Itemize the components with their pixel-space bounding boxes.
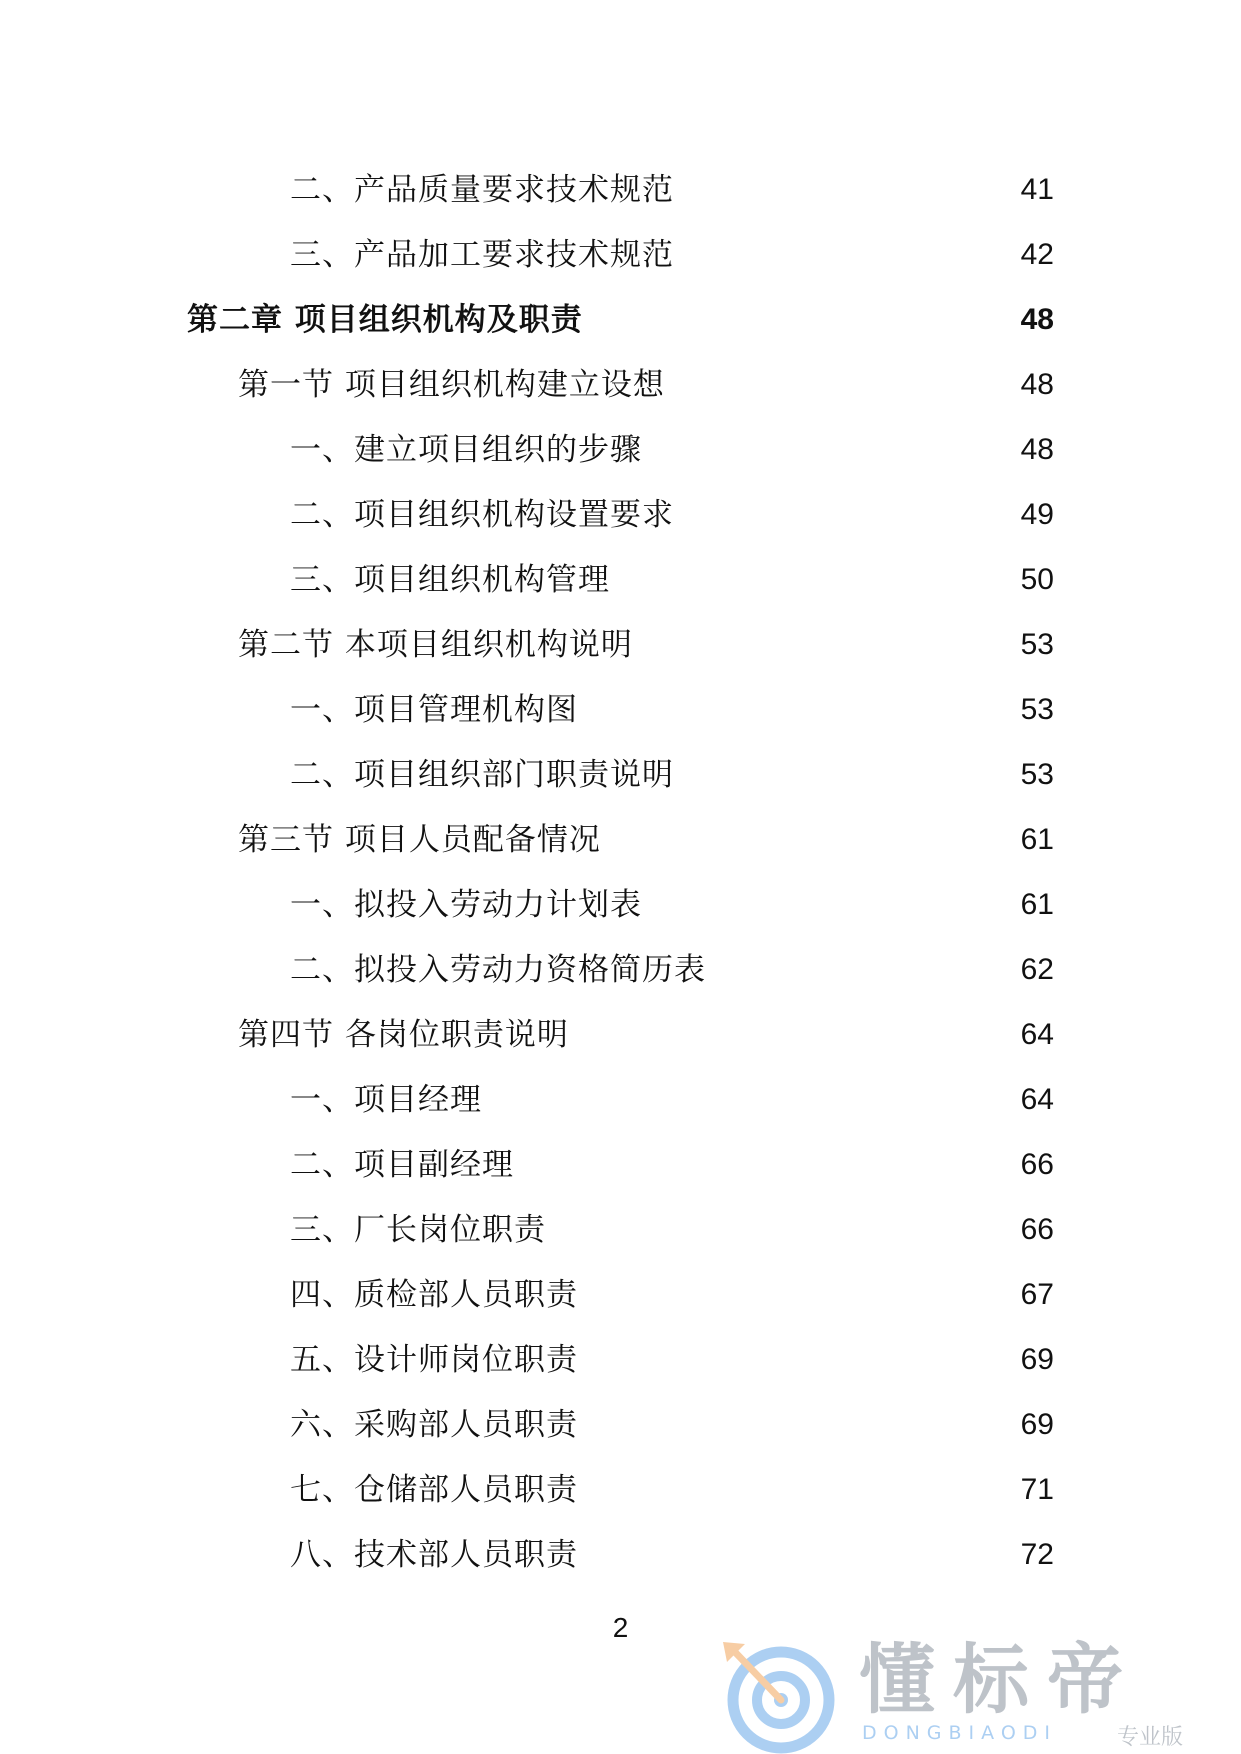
toc-entry[interactable] [0, 1269, 1241, 1321]
watermark-brand: 懂标帝 [859, 1635, 1141, 1724]
watermark [719, 1636, 1219, 1754]
toc-entry-page: 62 [1020, 953, 1054, 986]
toc-entry[interactable] [0, 684, 1241, 736]
toc-entry-title: 二、项目组织部门职责说明 [290, 757, 674, 793]
toc-entry-page: 61 [1020, 823, 1054, 856]
toc-entry-page: 72 [1020, 1538, 1054, 1571]
toc-entry-page: 64 [1020, 1018, 1054, 1051]
toc-entry-title: 八、技术部人员职责 [290, 1537, 578, 1573]
toc-entry[interactable] [0, 489, 1241, 541]
toc-entry-title: 七、仓储部人员职责 [290, 1472, 578, 1508]
toc-entry-page: 53 [1020, 628, 1054, 661]
toc-entry-page: 48 [1020, 433, 1054, 466]
toc-entry-page: 53 [1020, 758, 1054, 791]
toc-chapter-entry[interactable] [0, 294, 1241, 346]
toc-entry[interactable] [0, 1399, 1241, 1451]
toc-entry-page: 42 [1020, 238, 1054, 271]
toc-entry-page: 66 [1020, 1148, 1054, 1181]
toc-entry-title: 五、设计师岗位职责 [290, 1342, 578, 1378]
toc-entry-title: 一、拟投入劳动力计划表 [290, 887, 642, 923]
toc-entry[interactable] [0, 1074, 1241, 1126]
toc-entry-title: 二、项目组织机构设置要求 [290, 497, 674, 533]
toc-section-entry[interactable] [0, 359, 1241, 411]
toc-entry-title: 第一节 项目组织机构建立设想 [238, 367, 665, 403]
toc-entry-title: 三、项目组织机构管理 [290, 562, 610, 598]
toc-entry-page: 66 [1020, 1213, 1054, 1246]
toc-entry-page: 71 [1020, 1473, 1054, 1506]
toc-entry-title: 第三节 项目人员配备情况 [238, 822, 601, 858]
toc-entry-title: 六、采购部人员职责 [290, 1407, 578, 1443]
toc-entry-title: 一、建立项目组织的步骤 [290, 432, 642, 468]
toc-entry-title: 第四节 各岗位职责说明 [238, 1017, 569, 1053]
toc-entry-page: 64 [1020, 1083, 1054, 1116]
toc-entry-page: 48 [1020, 303, 1054, 336]
toc-entry-title: 一、项目管理机构图 [290, 692, 578, 728]
toc-entry[interactable] [0, 554, 1241, 606]
target-arrow-icon [719, 1636, 839, 1754]
toc-entry[interactable] [0, 164, 1241, 216]
toc-entry[interactable] [0, 1529, 1241, 1581]
toc-entry[interactable] [0, 1204, 1241, 1256]
toc-entry-page: 67 [1020, 1278, 1054, 1311]
watermark-subtitle: DONGBIAODI [862, 1722, 1058, 1744]
toc-entry-title: 二、拟投入劳动力资格简历表 [290, 952, 706, 988]
toc-entry-title: 二、项目副经理 [290, 1147, 514, 1183]
toc-entry-page: 48 [1020, 368, 1054, 401]
toc-entry-title: 第二节 本项目组织机构说明 [238, 627, 633, 663]
toc-entry[interactable] [0, 1334, 1241, 1386]
toc-entry[interactable] [0, 424, 1241, 476]
toc-entry[interactable] [0, 749, 1241, 801]
toc-entry-page: 61 [1020, 888, 1054, 921]
toc-entry-title: 二、产品质量要求技术规范 [290, 172, 674, 208]
toc-entry-page: 50 [1020, 563, 1054, 596]
toc-entry-page: 53 [1020, 693, 1054, 726]
toc-section-entry[interactable] [0, 1009, 1241, 1061]
toc-entry[interactable] [0, 1139, 1241, 1191]
toc-entry-page: 69 [1020, 1343, 1054, 1376]
toc-section-entry[interactable] [0, 814, 1241, 866]
toc-entry-title: 四、质检部人员职责 [290, 1277, 578, 1313]
toc-entry[interactable] [0, 1464, 1241, 1516]
toc-entry[interactable] [0, 229, 1241, 281]
watermark-edition: 专业版 [1117, 1725, 1184, 1750]
toc-entry[interactable] [0, 879, 1241, 931]
toc-entry-title: 第二章 项目组织机构及职责 [187, 302, 583, 338]
toc-section-entry[interactable] [0, 619, 1241, 671]
toc-entry-page: 69 [1020, 1408, 1054, 1441]
page-number: 2 [612, 1612, 629, 1643]
toc-entry[interactable] [0, 944, 1241, 996]
toc-entry-title: 三、产品加工要求技术规范 [290, 237, 674, 273]
toc-entry-title: 一、项目经理 [290, 1082, 482, 1118]
toc-entry-page: 49 [1020, 498, 1054, 531]
toc-entry-page: 41 [1020, 173, 1054, 206]
toc-entry-title: 三、厂长岗位职责 [290, 1212, 546, 1248]
